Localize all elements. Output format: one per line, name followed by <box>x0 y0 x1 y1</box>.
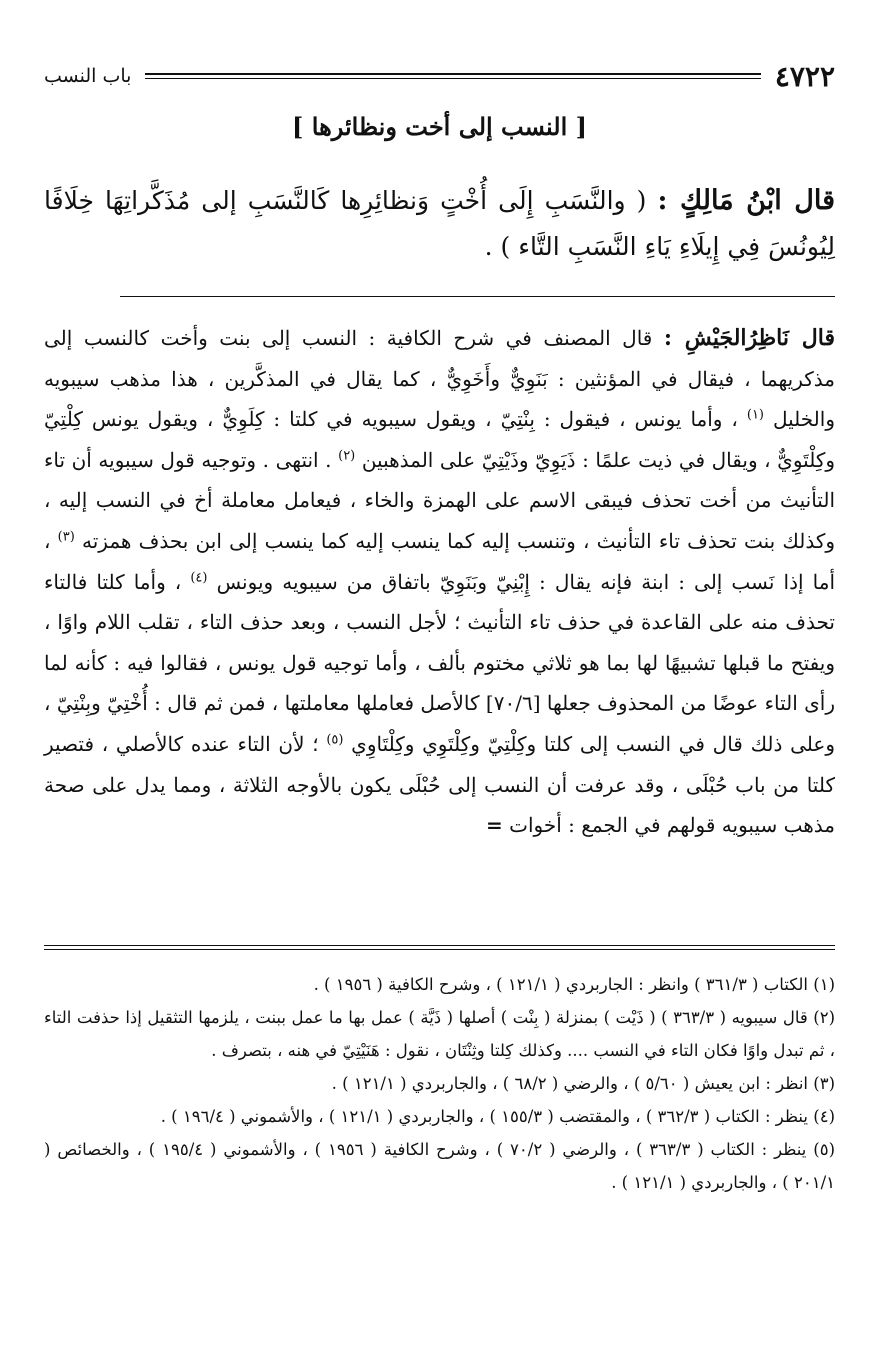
footnote-2: (٢) قال سيبويه ( ٣٦٣/٣ ) ( ذَيْت ) بمنزلة ( بِنْت ) أصلها ( ذَيَّة ) عمل بها ما عمل ببنت ، يلزمها التثقيل إذا حذفت التاء ، ثم تبدل واوًا فكان التاء في النسب .... وكذلك كِلتا وثِنْتَان ، نقول : هَنَيْتِيّ في هنه ، بتصرف . <box>44 1008 835 1060</box>
matn-speaker: قال ابْنُ مَالِكٍ : <box>657 185 835 216</box>
footnote-ref-2: (٢) <box>338 448 356 464</box>
footnote-ref-5: (٥) <box>326 732 344 748</box>
continuation-mark: = <box>485 813 503 838</box>
footnote-5: (٥) ينظر : الكتاب ( ٣٦٣/٣ ) ، والرضي ( ٧٠/٢ ) ، وشرح الكافية ( ١٩٥٦ ) ، والأشموني ( ١٩٥/٤ ) ، والخصائص ( ٢٠١/١ ) ، والجاربردي ( ١٢١/١ ) . <box>44 1140 835 1192</box>
matn-divider <box>120 296 835 297</box>
footnote-4: (٤) ينظر : الكتاب ( ٣٦٢/٣ ) ، والمقتضب ( ١٥٥/٣ ) ، والجاربردي ( ١٢١/١ ) ، والأشموني ( ١٩٦/٤ ) . <box>160 1107 835 1126</box>
footnote-1: (١) الكتاب ( ٣٦١/٣ ) وانظر : الجاربردي ( ١٢١/١ ) ، وشرح الكافية ( ١٩٥٦ ) . <box>313 975 835 994</box>
matn-text <box>44 178 835 270</box>
footnote-divider <box>44 945 835 950</box>
matn-body: ( والنَّسَبِ إِلَى أُخْتٍ وَنظائِرِها كَالنَّسَبِ إلى مُذَكَّراتِهَا خِلَافًا لِيُونُسَ فِي إِيلَاءِ يَاءِ النَّسَبِ التَّاء ) . <box>44 186 835 261</box>
page-number: ٤٧٢٢ <box>774 59 835 93</box>
commentary-segment: ، أما إذا نَسب إلى : ابنة فإنه يقال : إِبْنِيّ وبَنَوِيّ باتفاق من سيبويه ويونس <box>44 528 836 594</box>
section-heading: [ النسب إلى أخت ونظائرها ] <box>292 112 587 141</box>
footnotes <box>44 968 835 1199</box>
commentary-segment: ، وأما كلتا فالتاء تحذف منه على القاعدة في حذف تاء التأنيث ؛ لأجل النسب ، وبعد حذف التاء ، تقلب اللام واوًا ، ويفتح ما قبلها تشبيهًا لها بما هو ثلاثي مختوم بألف ، وأما توجيه قول يونس ، فقالوا فيه : كأنه لما رأى التاء عوضًا من المحذوف جعلها [٧٠/٦] كالأصل فعاملها معاملتها ، فمن ثم قال : أُخْتِيّ وبِنْتِيّ ، وعلى ذلك قال في النسب إلى كلتا وكِلْتِيّ وكِلْتَوِي وكِلْتَاوِي <box>44 569 836 756</box>
footnote-ref-1: (١) <box>746 407 764 423</box>
commentary-segment: . انتهى . وتوجيه قول سيبويه أن تاء التأنيث من أخت تحذف فيبقى الاسم على الهمزة والخاء ، فيعامل معاملة أخ في النسب إليه ، وكذلك بنت تحذف تاء التأنيث ، وتنسب إليه كما ينسب إليه كما ينسب إلى ابن بحذف همزته <box>44 447 836 553</box>
commentary-segment: قال المصنف في شرح الكافية : النسب إلى بنت وأخت كالنسب إلى مذكريهما ، فيقال في المؤنثين : بَنَوِيٌّ وأَخَوِيٌّ ، كما يقال في المذكَّرين ، هذا مذهب سيبويه والخليل <box>44 326 835 432</box>
footnote-ref-4: (٤) <box>190 569 208 585</box>
running-header <box>44 56 835 96</box>
footnote-3: (٣) انظر : ابن يعيش ( ٥/٦٠ ) ، والرضي ( ٦٨/٢ ) ، والجاربردي ( ١٢١/١ ) . <box>331 1074 835 1093</box>
chapter-name: باب النسب <box>44 65 132 87</box>
commentary-text <box>44 318 835 846</box>
commentary-segment: ، وأما يونس ، فيقول : بِنْتِيّ ، ويقول سيبويه في كلتا : كِلَوِيٌّ ، ويقول يونس كِلْتِيّ وكِلْتَوِيٌّ ، ويقال في ذيت علمًا : ذَيَوِيّ وذَيْتِيّ على المذهبين <box>44 407 836 472</box>
commentary-speaker: قال نَاظِرُالجَيْشِ : <box>663 325 835 351</box>
commentary-segment: ؛ لأن التاء عنده كالأصلي ، فتصير كلتا من باب حُبْلَى ، وقد عرفت أن النسب إلى حُبْلَى يكون بالأوجه الثلاثة ، ومما يدل على صحة مذهب سيبويه قولهم في الجمع : أخوات <box>44 731 835 838</box>
header-rule <box>145 73 760 79</box>
footnote-ref-3: (٣) <box>57 529 75 545</box>
